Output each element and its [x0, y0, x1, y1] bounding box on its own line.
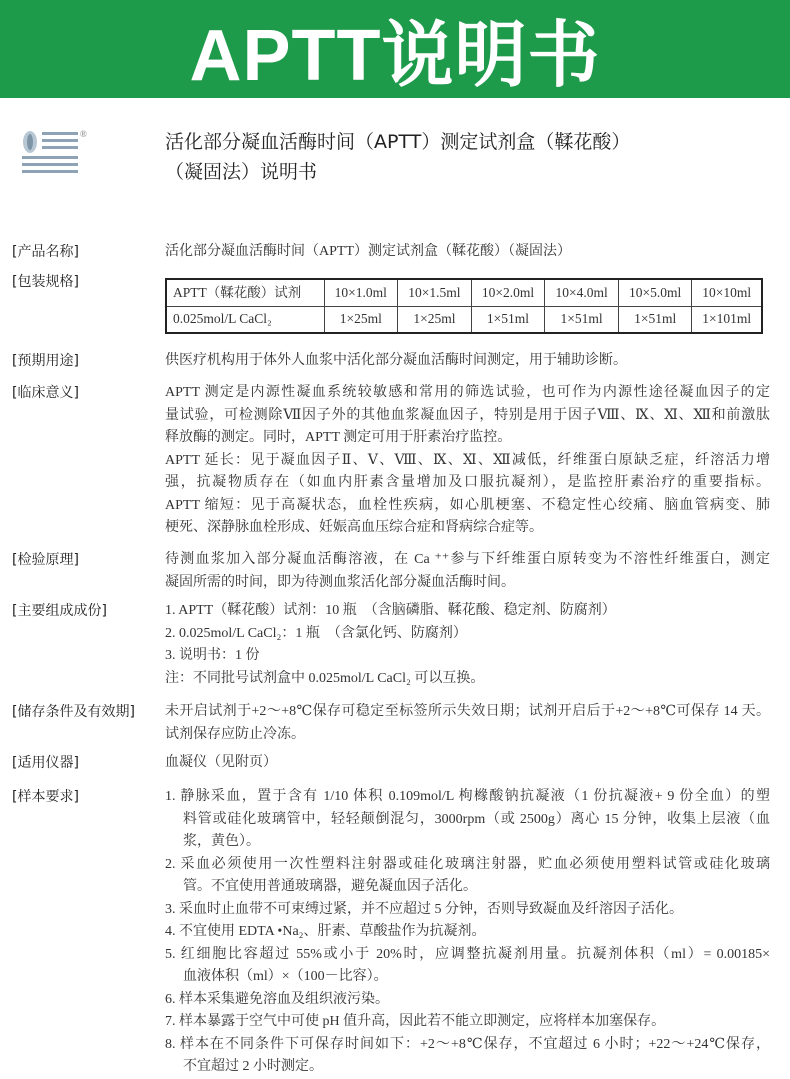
text-line: 浆，黄色）。	[183, 834, 260, 849]
table-cell: 10×10ml	[692, 279, 762, 306]
text-line: 未开启试剂于+2～+8℃保存可稳定至标签所示失效日期；试剂开启后于+2～+8℃可保存 14 天。	[165, 704, 770, 719]
list-item	[165, 944, 770, 989]
list-item	[165, 989, 770, 1012]
section-text: 活化部分凝血活酶时间（APTT）测定试剂盒（鞣花酸）（凝固法）	[165, 244, 571, 259]
table-row	[166, 306, 762, 333]
table-cell: 10×5.0ml	[618, 279, 692, 306]
table-row	[166, 279, 762, 306]
section-label: [预期用途]	[12, 353, 79, 369]
section-label: [主要组成成份]	[12, 603, 107, 619]
section-label: [样本要求]	[12, 789, 79, 805]
text-line: 8. 样本在不同条件下可保存时间如下：+2～+8℃保存，不宜超过 6 小时；+22～+24℃保存，	[165, 1036, 770, 1052]
section-label: [检验原理]	[12, 552, 79, 568]
text-line: 注：不同批号试剂盒中 0.025mol/L CaCl₂ 可以互换。	[165, 670, 485, 686]
text-line: 4. 不宜使用 EDTA •Na₂、肝素、草酸盐作为抗凝剂。	[165, 924, 486, 939]
text-line: 释放酶的测定。同时，APTT 测定可用于肝素治疗监控。	[165, 430, 512, 445]
text-line: 梗死、深静脉血栓形成、妊娠高血压综合症和肾病综合症等。	[165, 520, 543, 535]
text-line: 试剂保存应防止冷冻。	[165, 726, 305, 742]
company-logo-icon	[20, 128, 92, 178]
table-cell: 1×51ml	[618, 306, 692, 333]
text-line: 不宜超过 2 小时测定。	[183, 1059, 323, 1074]
text-line: APTT 延长：见于凝血因子Ⅱ、Ⅴ、Ⅷ、Ⅸ、Ⅺ、Ⅻ减低，纤维蛋白原缺乏症，纤溶活力增	[165, 452, 770, 468]
section-label: [包装规格]	[12, 274, 79, 290]
list-item	[165, 1011, 770, 1034]
list-item	[165, 899, 770, 922]
text-line: 血液体积（ml）×（100－比容）。	[183, 969, 388, 984]
text-line: 7. 样本暴露于空气中可使 pH 值升高，因此若不能立即测定，应将样本加塞保存。	[165, 1014, 666, 1029]
title-banner	[0, 0, 790, 98]
text-line: 管。不宜使用普通玻璃器，避免凝血因子活化。	[183, 879, 477, 894]
section-label: [临床意义]	[12, 385, 79, 401]
text-line: 待测血浆加入部分凝血活酶溶液，在 Ca ⁺⁺参与下纤维蛋白原转变为不溶性纤维蛋白，测定	[165, 552, 770, 567]
table-cell: 1×101ml	[692, 306, 762, 333]
table-cell: 0.025mol/L CaCl₂	[166, 306, 324, 333]
text-line: 1. 静脉采血，置于含有 1/10 体积 0.109mol/L 枸橼酸钠抗凝液（1 份抗凝液+ 9 份全血）的塑	[165, 789, 770, 804]
title-line: （凝固法）说明书	[165, 161, 318, 183]
section-label: [产品名称]	[12, 244, 79, 260]
table-cell: 1×25ml	[398, 306, 472, 333]
banner-title: APTT说明书	[189, 16, 601, 96]
text-line: 5. 红细胞比容超过 55%或小于 20%时，应调整抗凝剂用量。抗凝剂体积（ml）= 0.00185×	[165, 946, 770, 962]
table-cell: 10×4.0ml	[545, 279, 619, 306]
text-line: 料管或硅化玻璃管中，轻轻颠倒混匀，3000rpm（或 2500g）离心 15 分钟，收集上层液（血	[183, 811, 770, 827]
table-cell: 1×51ml	[471, 306, 545, 333]
text-line: 3. 说明书：1 份	[165, 648, 260, 663]
text-line: 3. 采血时止血带不可束缚过紧，并不应超过 5 分钟，否则导致凝血及纤溶因子活化。	[165, 901, 683, 917]
document-title	[165, 127, 630, 187]
packaging-table	[165, 278, 763, 334]
text-line: APTT 测定是内源性凝血系统较敏感和常用的筛选试验，也可作为内源性途径凝血因子的定	[165, 385, 770, 400]
text-line: 量试验，可检测除Ⅶ因子外的其他血浆凝血因子，特别是用于因子Ⅷ、Ⅸ、Ⅺ、Ⅻ和前激肽	[165, 407, 770, 423]
table-cell: 1×25ml	[324, 306, 398, 333]
text-line: 1. APTT（鞣花酸）试剂：10 瓶 （含脑磷脂、鞣花酸、稳定剂、防腐剂）	[165, 603, 616, 618]
table-cell: APTT（鞣花酸）试剂	[166, 279, 324, 306]
table-cell: 10×1.5ml	[398, 279, 472, 306]
list-item	[165, 854, 770, 899]
text-line: 6. 样本采集避免溶血及组织液污染。	[165, 991, 389, 1007]
list-item	[165, 921, 770, 944]
text-line: 2. 采血必须使用一次性塑料注射器或硅化玻璃注射器，贮血必须使用塑料试管或硅化玻璃	[165, 856, 770, 872]
text-line: 强，抗凝物质存在（如血内肝素含量增加及口服抗凝剂），是监控肝素治疗的重要指标。	[165, 475, 770, 490]
table-cell: 10×1.0ml	[324, 279, 398, 306]
section-text: 供医疗机构用于体外人血浆中活化部分凝血活酶时间测定，用于辅助诊断。	[165, 353, 627, 368]
section-text: 血凝仪（见附页）	[165, 755, 277, 770]
text-line: APTT 缩短：见于高凝状态，血栓性疾病，如心肌梗塞、不稳定性心绞痛、脑血管病变、肺	[165, 497, 770, 513]
list-item	[165, 1034, 770, 1079]
section-label: [适用仪器]	[12, 755, 79, 771]
text-line: 凝固所需的时间，即为待测血浆活化部分凝血活酶时间。	[165, 574, 515, 590]
svg-text:®: ®	[80, 129, 87, 139]
section-label: [储存条件及有效期]	[12, 704, 135, 720]
text-line: 2. 0.025mol/L CaCl₂：1 瓶 （含氯化钙、防腐剂）	[165, 625, 467, 641]
table-cell: 10×2.0ml	[471, 279, 545, 306]
table-cell: 1×51ml	[545, 306, 619, 333]
list-item	[165, 786, 770, 854]
title-line: 活化部分凝血活酶时间（APTT）测定试剂盒（鞣花酸）	[165, 131, 631, 153]
